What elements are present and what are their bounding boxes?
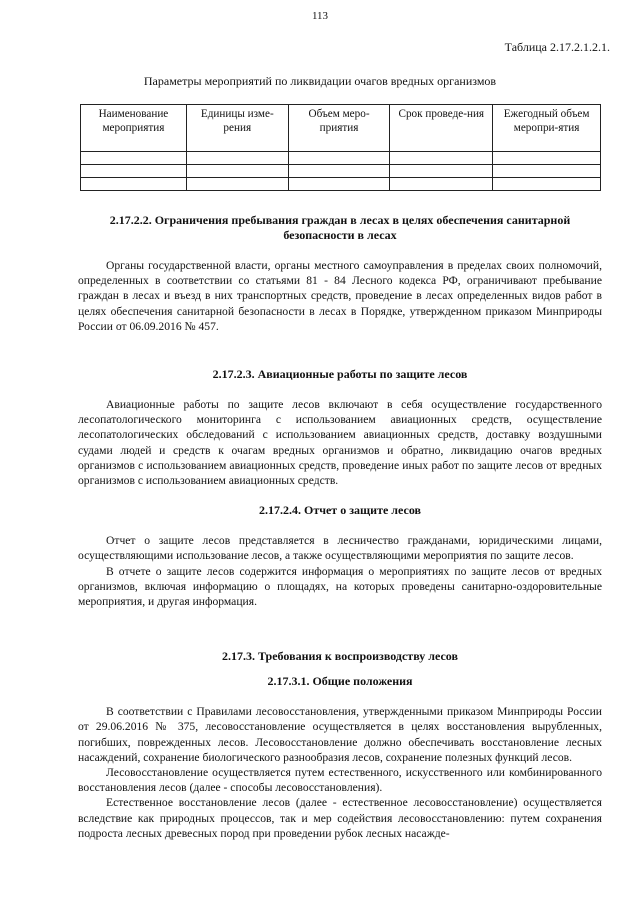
paragraph: Естественное восстановление лесов (далее - естественное лесовосстановление) осуществляется вследствие как природных процессов, так и мер содействия лесовосстановлению: путем сохранения подроста лесных древесных пород при проведении рубок лесных насажде- — [78, 796, 602, 840]
paragraph: В отчете о защите лесов содержится информация о мероприятиях по защите лесов от вредных организмов, включая информацию о площадях, на которых проведены санитарно-оздоровительные мероприятия, и другая информация. — [78, 564, 602, 609]
column-header: Срок проведе-ния — [390, 105, 493, 152]
table-row — [81, 178, 601, 191]
table-cell — [288, 152, 390, 165]
table-cell — [81, 152, 187, 165]
table-caption: Параметры мероприятий по ликвидации очагов вредных организмов — [143, 74, 497, 88]
paragraph: Органы государственной власти, органы местного самоуправления в пределах своих полномочий, определенных в соответствии со статьями 81 - 84 Лесного кодекса РФ, ограничивают пребывание граждан в лесах и въезд в них транспортных средств, проведение в лесах определенных видов работ в целях обеспечения санитарной безопасности в лесах в Порядке, утвержденном приказом Минприроды России от 06.09.2016 № 457. — [78, 259, 602, 333]
paragraph: В соответствии с Правилами лесовосстановления, утвержденными приказом Минприроды России от 29.06.2016 № 375, лесовосстановление осуществляется в целях восстановления вырубленных, погибших, поврежденных лесов. Лесовосстановление должно обеспечивать восстановление лесных насаждений, сохранение биологического разнообразия лесов, сохранение полезных функций лесов. — [78, 705, 602, 764]
table-cell — [390, 178, 493, 191]
table-cell — [81, 178, 187, 191]
section-heading: 2.17.2.2. Ограничения пребывания граждан в лесах в целях обеспечения санитарной безопасности в лесах — [109, 213, 571, 242]
document-body — [78, 213, 602, 841]
column-header: Объем меро-приятия — [288, 105, 390, 152]
table-cell — [390, 152, 493, 165]
paragraph: Лесовосстановление осуществляется путем естественного, искусственного или комбинированного восстановления лесов (далее - способы лесовосстановления). — [78, 766, 602, 795]
table-cell — [186, 178, 288, 191]
table-cell — [390, 165, 493, 178]
column-header: Ежегодный объем меропри-ятия — [493, 105, 601, 152]
column-header: Наименование мероприятия — [81, 105, 187, 152]
table-row — [81, 165, 601, 178]
table-cell — [288, 178, 390, 191]
section-heading: 2.17.3.1. Общие положения — [267, 674, 413, 689]
table-cell — [493, 178, 601, 191]
table-cell — [81, 165, 187, 178]
paragraph: Отчет о защите лесов представляется в лесничество гражданами, юридическими лицами, осуществляющими использование лесов, а также осуществляющими мероприятия по защите лесов. — [78, 534, 602, 563]
table-label: Таблица 2.17.2.1.2.1. — [504, 40, 610, 54]
table-row — [81, 152, 601, 165]
section-heading: 2.17.3. Требования к воспроизводству лесов — [222, 649, 458, 664]
table-cell — [493, 152, 601, 165]
paragraph: Авиационные работы по защите лесов включают в себя осуществление государственного лесопатологического мониторинга с использованием авиационных средств, осуществление лесопатологических обследований с использованием авиационных средств, доставку воздушными судами людей и средств к очагам вредных организмов и обратно, ликвидацию очагов вредных организмов с использованием авиационных средств, проведение иных работ по защите лесов от вредных организмов с использованием авиационных средств. — [78, 398, 602, 488]
parameters-table — [80, 104, 601, 191]
column-header: Единицы изме-рения — [186, 105, 288, 152]
section-heading: 2.17.2.4. Отчет о защите лесов — [258, 503, 422, 518]
table-cell — [288, 165, 390, 178]
table-cell — [493, 165, 601, 178]
table-header-row — [81, 105, 601, 152]
table-cell — [186, 152, 288, 165]
page-number: 113 — [311, 10, 329, 22]
section-heading: 2.17.2.3. Авиационные работы по защите лесов — [212, 367, 468, 382]
table-cell — [186, 165, 288, 178]
